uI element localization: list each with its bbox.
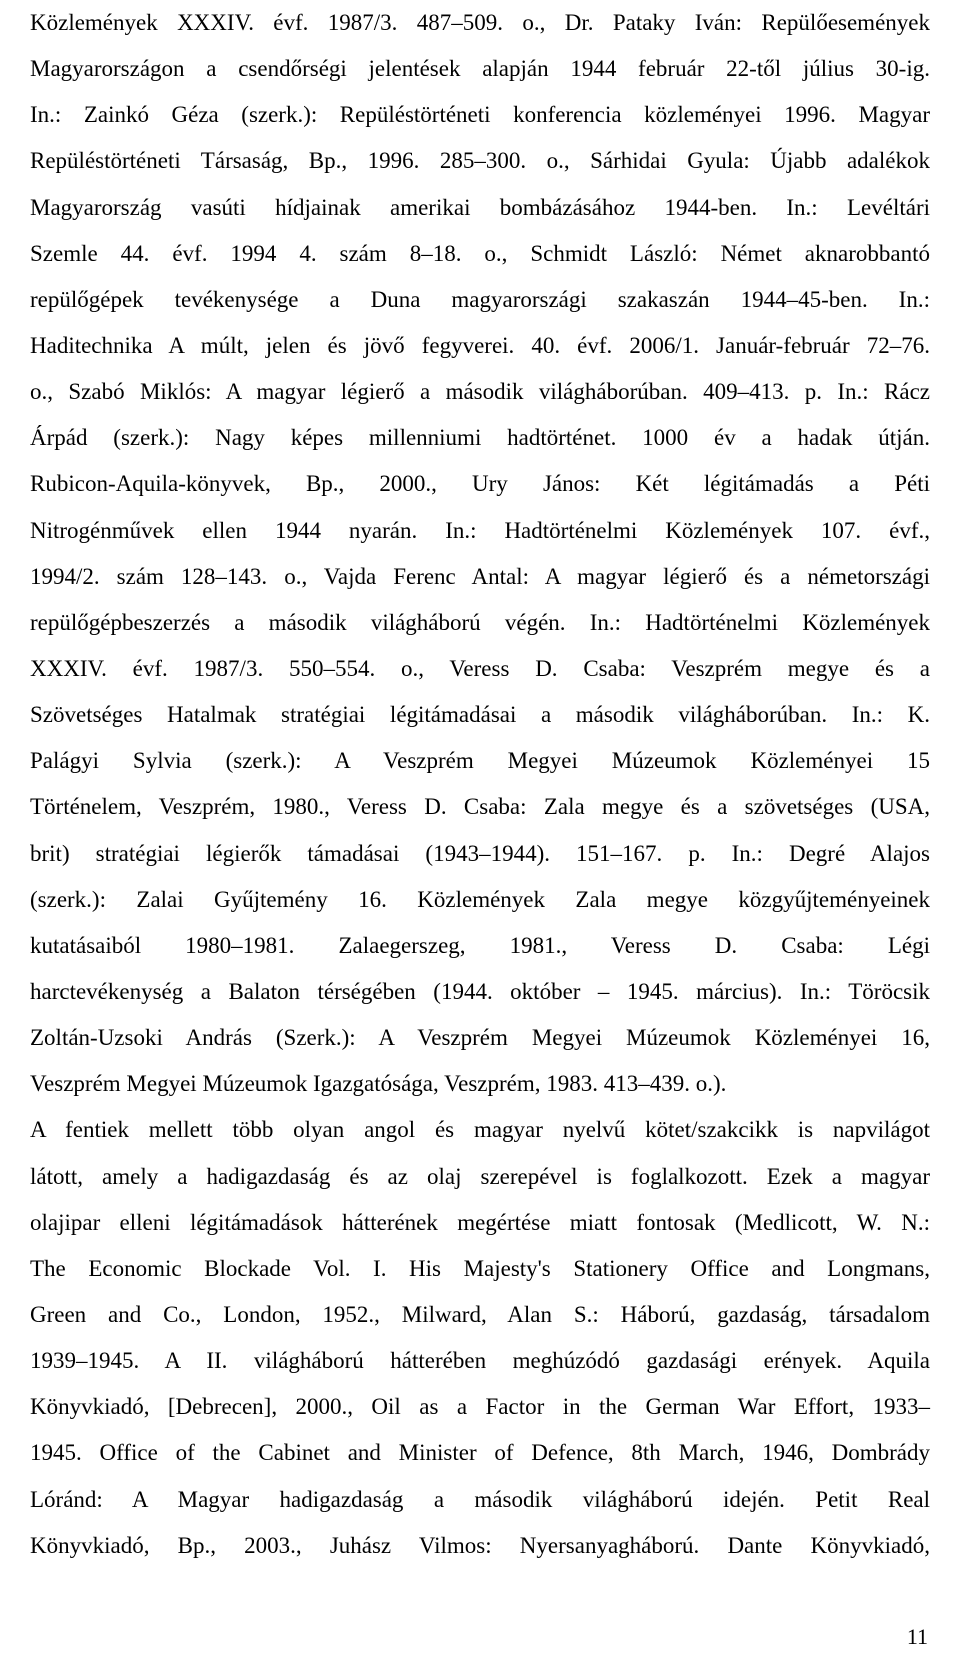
text-line: Nitrogénművek ellen 1944 nyarán. In.: Hadtörténelmi Közlemények 107. évf.,: [30, 517, 930, 543]
text-line: kutatásaiból 1980–1981. Zalaegerszeg, 1981., Veress D. Csaba: Légi: [30, 932, 930, 958]
text-line: 1939–1945. A II. világháború hátterében meghúzódó gazdasági erények. Aquila: [30, 1348, 930, 1374]
text-line: repülőgépbeszerzés a második világháború végén. In.: Hadtörténelmi Közlemények: [30, 609, 930, 635]
text-line: Közlemények XXXIV. évf. 1987/3. 487–509. o., Dr. Pataky Iván: Repülőesemények: [30, 10, 930, 35]
text-line: Veszprém Megyei Múzeumok Igazgatósága, Veszprém, 1983. 413–439. o.).: [30, 1071, 727, 1097]
page-number: 11: [906, 1624, 928, 1649]
text-line: The Economic Blockade Vol. I. His Majesty's Stationery Office and Longmans,: [30, 1255, 930, 1281]
text-line: Könyvkiadó, [Debrecen], 2000., Oil as a Factor in the German War Effort, 1933–: [30, 1394, 930, 1420]
text-line: Repüléstörténeti Társaság, Bp., 1996. 285–300. o., Sárhidai Gyula: Újabb adalékok: [30, 148, 930, 174]
body-text: [30, 0, 930, 1569]
text-line: Rubicon-Aquila-könyvek, Bp., 2000., Ury János: Két légitámadás a Péti: [30, 471, 930, 497]
text-line: (szerk.): Zalai Gyűjtemény 16. Közlemények Zala megye közgyűjteményeinek: [30, 886, 930, 912]
text-line: A fentiek mellett több olyan angol és magyar nyelvű kötet/szakcikk is napvilágot: [30, 1117, 930, 1143]
text-line: repülőgépek tevékenysége a Duna magyarországi szakaszán 1944–45-ben. In.:: [30, 286, 930, 312]
text-line: o., Szabó Miklós: A magyar légierő a második világháborúban. 409–413. p. In.: Rácz: [30, 379, 930, 405]
text-line: Palágyi Sylvia (szerk.): A Veszprém Megyei Múzeumok Közleményei 15: [30, 748, 930, 774]
text-line: brit) stratégiai légierők támadásai (1943–1944). 151–167. p. In.: Degré Alajos: [30, 840, 930, 866]
text-line: Magyarországon a csendőrségi jelentések alapján 1944 február 22-től július 30-ig.: [30, 56, 930, 82]
text-line: Árpád (szerk.): Nagy képes millenniumi hadtörténet. 1000 év a hadak útján.: [30, 425, 930, 451]
text-line: 1994/2. szám 128–143. o., Vajda Ferenc Antal: A magyar légierő és a németországi: [30, 563, 930, 589]
text-line: látott, amely a hadigazdaság és az olaj szerepével is foglalkozott. Ezek a magyar: [30, 1163, 930, 1189]
text-line: In.: Zainkó Géza (szerk.): Repüléstörténeti konferencia közleményei 1996. Magyar: [30, 102, 930, 128]
text-line: olajipar elleni légitámadások hátterének megértése miatt fontosak (Medlicott, W. N.:: [30, 1209, 930, 1235]
text-line: Haditechnika A múlt, jelen és jövő fegyverei. 40. évf. 2006/1. Január-február 72–76.: [30, 332, 930, 358]
text-line: Szemle 44. évf. 1994 4. szám 8–18. o., Schmidt László: Német aknarobbantó: [30, 240, 930, 266]
text-line: Könyvkiadó, Bp., 2003., Juhász Vilmos: Nyersanyagháború. Dante Könyvkiadó,: [30, 1532, 930, 1558]
text-line: Történelem, Veszprém, 1980., Veress D. Csaba: Zala megye és a szövetséges (USA,: [30, 794, 930, 820]
text-line: Green and Co., London, 1952., Milward, Alan S.: Háború, gazdaság, társadalom: [30, 1301, 930, 1327]
text-line: 1945. Office of the Cabinet and Minister of Defence, 8th March, 1946, Dombrády: [30, 1440, 930, 1466]
text-line: XXXIV. évf. 1987/3. 550–554. o., Veress D. Csaba: Veszprém megye és a: [30, 655, 930, 681]
text-line: harctevékenység a Balaton térségében (1944. október – 1945. március). In.: Töröcsik: [30, 978, 930, 1004]
text-line: Magyarország vasúti hídjainak amerikai bombázásához 1944-ben. In.: Levéltári: [30, 194, 930, 220]
text-line: Zoltán-Uzsoki András (Szerk.): A Veszprém Megyei Múzeumok Közleményei 16,: [30, 1025, 930, 1051]
text-line: Szövetséges Hatalmak stratégiai légitámadásai a második világháborúban. In.: K.: [30, 702, 930, 728]
text-line: Lóránd: A Magyar hadigazdaság a második világháború idején. Petit Real: [30, 1486, 930, 1512]
